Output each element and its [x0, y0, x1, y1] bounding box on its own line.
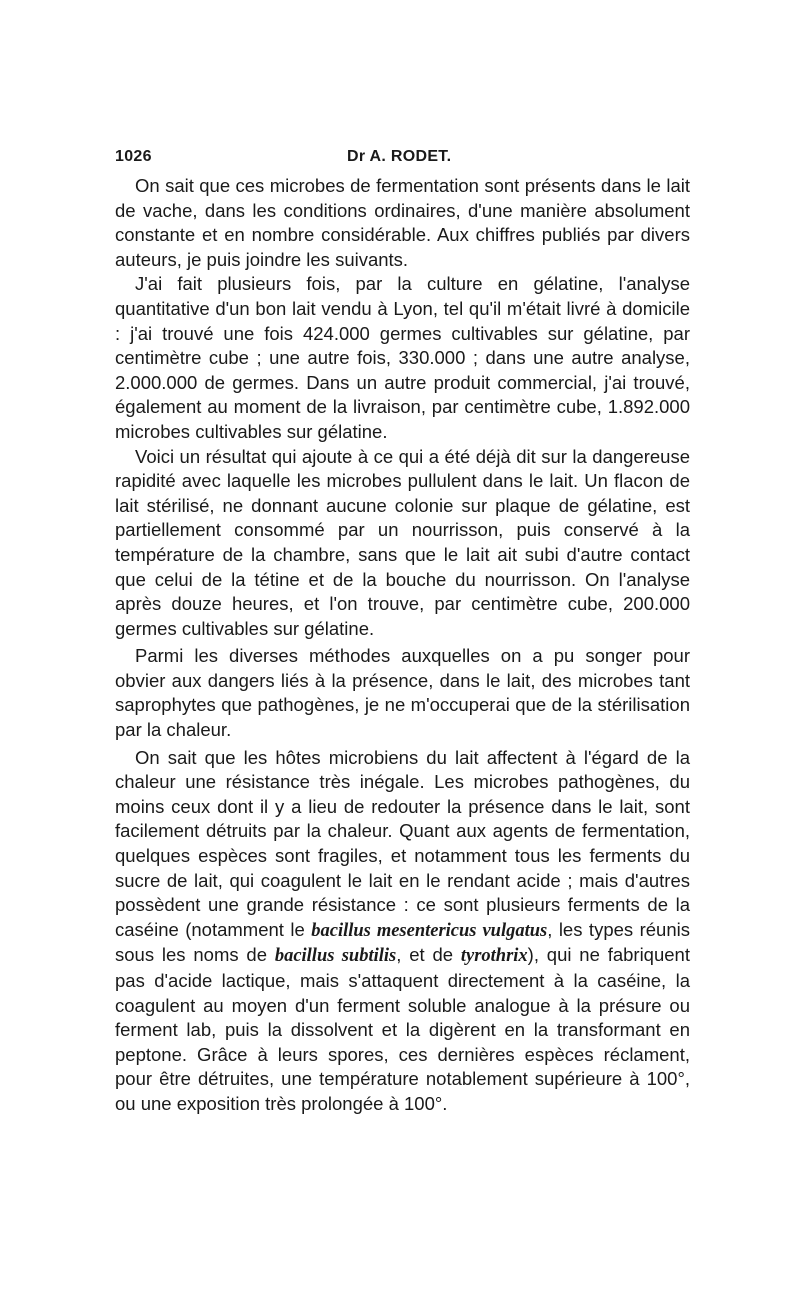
paragraph-rapid-growth: Voici un résultat qui ajoute à ce qui a été déjà dit sur la dangereuse rapidité avec laquelle les microbes pullulent dans le lait. Un flacon de lait stérilisé, ne donnant aucune colonie sur plaque de gélatine, est partiellement consommé par un nourrisson, puis conservé à la température de la chambre, sans que le lait ait subi d'autre contact que celui de la tétine et de la bouche du nourrisson. On l'analyse après douze heures, et l'on trouve, par centimètre cube, 200.000 germes cultivables sur gélatine. — [115, 445, 690, 639]
body-text — [115, 174, 690, 1117]
text-run: , et de — [396, 944, 461, 966]
running-head — [115, 148, 690, 174]
page-number: 1026 — [115, 148, 152, 165]
paragraph-sterilization-methods: Parmi les diverses méthodes auxquelles on a pu songer pour obvier aux dangers liés à la présence, dans le lait, des microbes tant saprophytes que pathogènes, je ne m'occuperai que de la stérilisation par la chaleur. — [115, 645, 690, 741]
species-name-subtilis: bacillus subtilis — [274, 946, 397, 967]
book-page — [115, 148, 690, 1117]
text-run: , les types réunis sous les noms de — [115, 918, 690, 966]
paragraph-quantitative-analysis: J'ai fait plusieurs fois, par la culture en gélatine, l'analyse quantitative d'un bon lait vendu à Lyon, tel qu'il m'était livré à domicile : j'ai trouvé une fois 424.000 germes cultivables sur gélatine, par centimètre cube ; une autre fois, 330.000 ; dans une autre analyse, 2.000.000 de germes. Dans un autre produit commercial, j'ai trouvé, également au moment de la livraison, par centimètre cube, 1.892.000 microbes cultivables sur gélatine. — [115, 273, 690, 442]
species-name-tyrothrix: tyrothrix — [460, 946, 528, 967]
paragraph-microbes-presence: On sait que ces microbes de fermentation sont présents dans le lait de vache, dans les conditions ordinaires, d'une manière absolument constante et en nombre considérable. Aux chiffres publiés par divers auteurs, je puis joindre les suivants. — [115, 175, 690, 270]
header-author: Dr A. RODET. — [347, 148, 452, 165]
text-run: ), qui ne fabriquent pas d'acide lactique, mais s'attaquent directement à la caséine, la coagulent au moyen d'un ferment soluble analogue à la présure ou ferment lab, puis la dissolvent et la digèrent en la transformant en peptone. Grâce à leurs spores, ces dernières espèces réclament, pour être détruites, une température notablement supérieure à 100°, ou une exposition très prolongée à 100°. — [115, 944, 690, 1114]
text-run: On sait que les hôtes microbiens du lait affectent à l'égard de la chaleur une résistance très inégale. Les microbes pathogènes, du moins ceux dont il y a lieu de redouter la présence dans le lait, sont facilement détruits par la chaleur. Quant aux agents de fermentation, quelques espèces sont fragiles, et notamment tous les ferments du sucre de lait, qui coagulent le lait en le rendant acide ; mais d'autres possèdent une grande résistance : ce sont plusieurs ferments de la caséine (notamment le — [115, 746, 690, 940]
species-name-mesentericus: bacillus mesentericus vulgatus — [311, 920, 548, 941]
paragraph-heat-resistance — [115, 746, 690, 1117]
